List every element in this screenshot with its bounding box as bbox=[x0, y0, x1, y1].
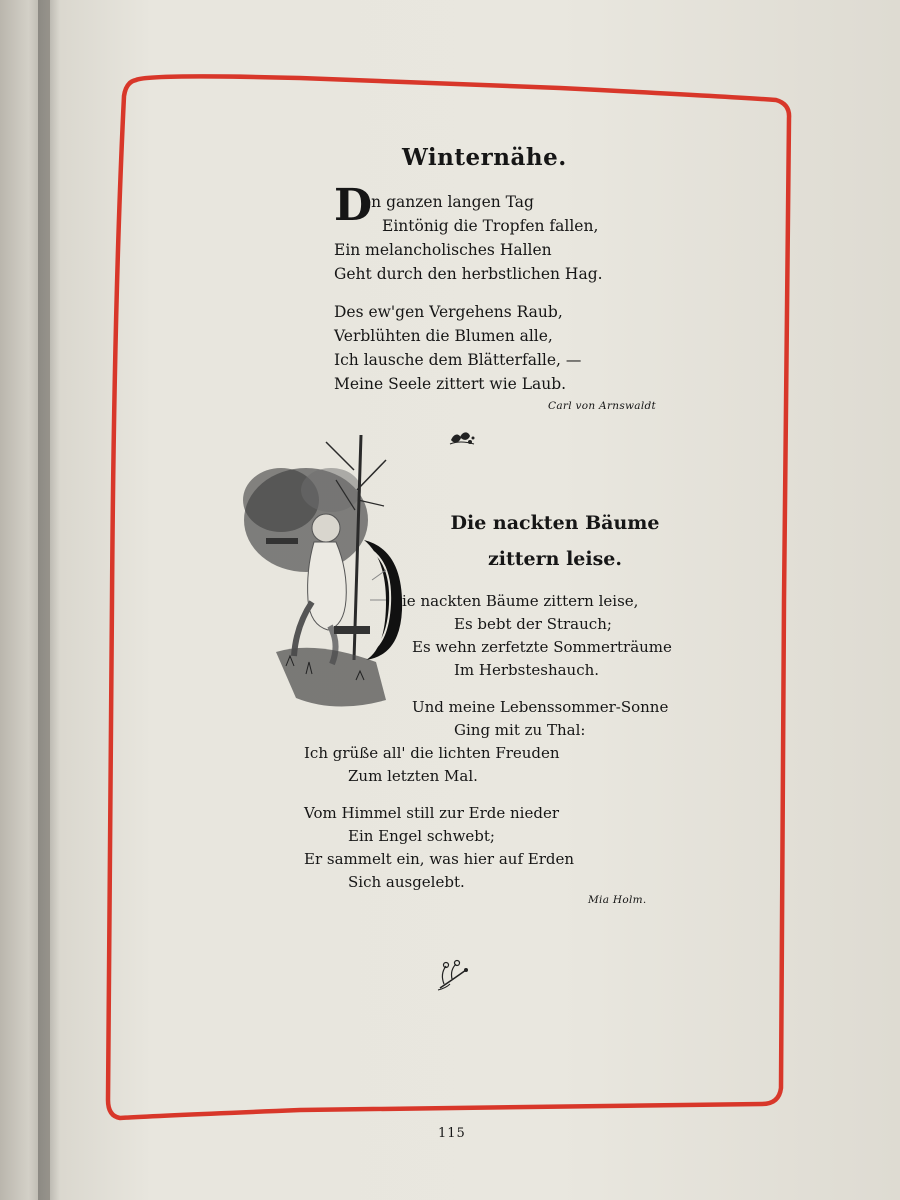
poem1-title: Winternähe. bbox=[402, 144, 567, 171]
poem2-title-line-2: zittern leise. bbox=[487, 548, 622, 570]
poem2-author: Mia Holm. bbox=[588, 894, 647, 906]
poem2-stanza-2 bbox=[300, 696, 680, 788]
poem-line: Verblühten die Blumen alle, bbox=[334, 327, 553, 345]
poem-line: Ich lausche dem Blätterfalle, — bbox=[334, 351, 582, 369]
poem1-stanza-2 bbox=[334, 300, 634, 396]
poem1-author: Carl von Arnswaldt bbox=[548, 400, 657, 412]
poem-line: Des ew'gen Vergehens Raub, bbox=[334, 303, 563, 321]
poem-line: Ein melancholisches Hallen bbox=[334, 241, 552, 259]
poem1-stanza-1 bbox=[334, 190, 634, 286]
poem-line: Und meine Lebenssommer-Sonne bbox=[412, 698, 669, 716]
poem-line: Zum letzten Mal. bbox=[348, 767, 478, 785]
poem-line: Ein Engel schwebt; bbox=[348, 827, 495, 845]
poem-line: Ging mit zu Thal: bbox=[454, 721, 586, 739]
poem-line: Meine Seele zittert wie Laub. bbox=[334, 375, 567, 393]
poem-line: ie nackten Bäume zittern leise, bbox=[402, 592, 639, 610]
poem-line: Ich grüße all' die lichten Freuden bbox=[304, 744, 560, 762]
poem-line: Sich ausgelebt. bbox=[348, 873, 465, 891]
poem-line: Eintönig die Tropfen fallen, bbox=[382, 217, 599, 235]
poem2-body bbox=[300, 590, 680, 894]
poem-line: Es bebt der Strauch; bbox=[454, 615, 612, 633]
poem1-body bbox=[334, 190, 634, 396]
poem-line: en ganzen langen Tag bbox=[362, 193, 534, 211]
poem-line: Er sammelt ein, was hier auf Erden bbox=[304, 850, 575, 868]
poem-line: Es wehn zerfetzte Sommerträume bbox=[412, 638, 672, 656]
poem2-title bbox=[450, 505, 660, 577]
poem1-dropcap: D bbox=[334, 180, 373, 231]
poem-line: Vom Himmel still zur Erde nieder bbox=[304, 804, 559, 822]
poem-line: Geht durch den herbstlichen Hag. bbox=[334, 265, 603, 283]
poem2-stanza-1 bbox=[300, 590, 680, 682]
page-number: 115 bbox=[438, 1126, 466, 1141]
poem-line: Im Herbsteshauch. bbox=[454, 661, 600, 679]
poem2-stanza-3 bbox=[300, 802, 680, 894]
leaf-ornament-icon bbox=[448, 428, 476, 448]
poem2-title-line-1: Die nackten Bäume bbox=[450, 512, 660, 534]
flower-ornament-icon bbox=[436, 958, 470, 992]
